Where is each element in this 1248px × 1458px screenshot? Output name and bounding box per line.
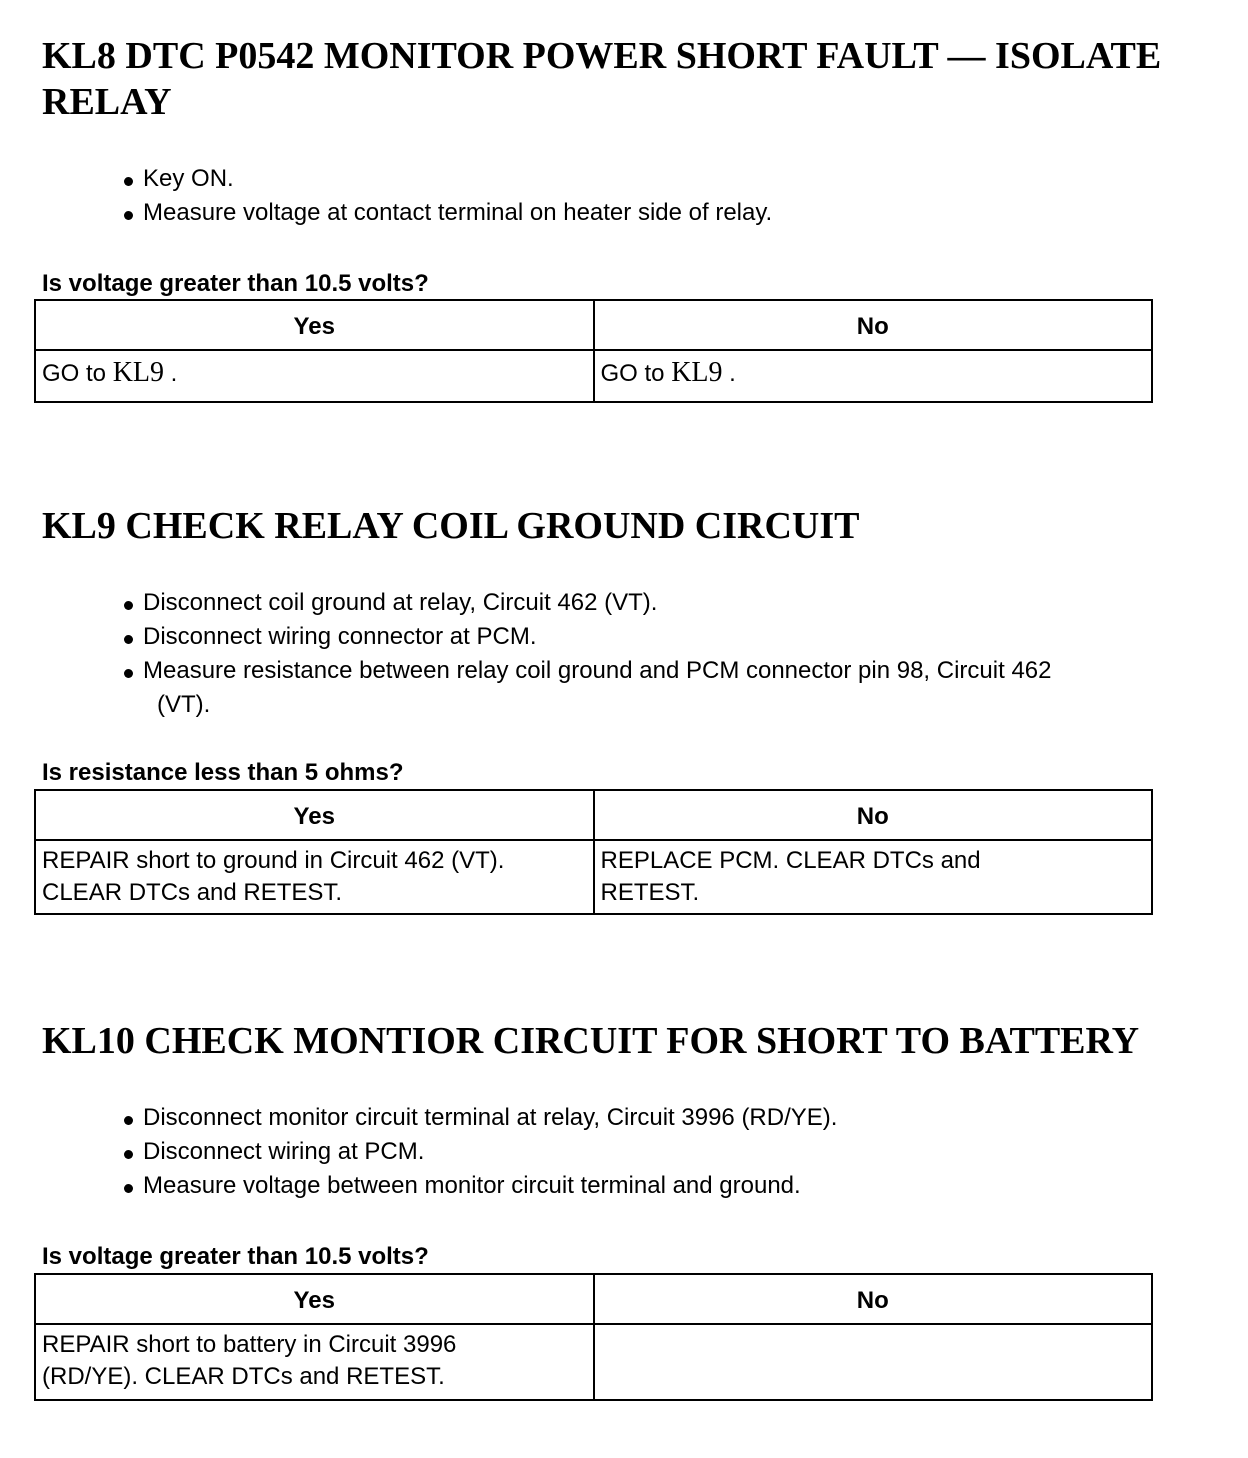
header-yes: Yes (35, 1274, 594, 1324)
table-row (35, 840, 1152, 914)
step-text: Disconnect wiring at PCM. (143, 1138, 425, 1165)
decision-table (34, 1273, 1153, 1401)
step-item (124, 196, 1214, 230)
cell-no (594, 350, 1153, 402)
step-text-continued: (VT). (157, 691, 211, 718)
section-title: KL10 CHECK MONTIOR CIRCUIT FOR SHORT TO BATTERY (42, 1020, 1140, 1062)
step-text: Disconnect monitor circuit terminal at relay, Circuit 3996 (RD/YE). (143, 1104, 838, 1131)
goto-kl9-link[interactable]: KL9 (112, 357, 165, 388)
header-no: No (594, 1274, 1153, 1324)
step-text: Disconnect wiring connector at PCM. (143, 623, 537, 650)
bullet-icon (124, 601, 133, 610)
table-row (35, 1324, 1152, 1400)
cell-yes (35, 350, 594, 402)
bullet-icon (124, 177, 133, 186)
step-text: Measure resistance between relay coil ground and PCM connector pin 98, Circuit 462 (143, 657, 1052, 684)
step-text: Key ON. (143, 165, 234, 192)
bullet-icon (124, 635, 133, 644)
cell-line: REPLACE PCM. CLEAR DTCs and (600, 847, 981, 874)
question-label: Is voltage greater than 10.5 volts? (42, 1243, 429, 1270)
question-label: Is voltage greater than 10.5 volts? (42, 270, 429, 297)
cell-line: RETEST. (600, 879, 700, 906)
cell-line: CLEAR DTCs and RETEST. (42, 879, 343, 906)
step-item (124, 620, 1214, 654)
step-item (124, 586, 1214, 620)
goto-kl9-link[interactable]: KL9 (671, 357, 723, 388)
step-item (124, 1169, 1214, 1203)
bullet-icon (124, 1150, 133, 1159)
cell-text: GO to (600, 360, 672, 387)
header-no: No (594, 790, 1153, 840)
step-item (124, 1135, 1214, 1169)
cell-text: . (722, 360, 736, 387)
decision-table (34, 789, 1153, 915)
cell-text: GO to (42, 360, 113, 387)
step-item (124, 654, 1214, 722)
step-item (124, 162, 1214, 196)
step-list (124, 586, 1214, 722)
bullet-icon (124, 669, 133, 678)
section-title: KL9 CHECK RELAY COIL GROUND CIRCUIT (42, 505, 860, 547)
header-no: No (594, 300, 1153, 350)
cell-no (594, 1324, 1153, 1400)
cell-line: (RD/YE). CLEAR DTCs and RETEST. (42, 1363, 445, 1390)
bullet-icon (124, 1116, 133, 1125)
bullet-icon (124, 211, 133, 220)
cell-yes (35, 1324, 594, 1400)
step-list (124, 1101, 1214, 1203)
step-text: Measure voltage at contact terminal on heater side of relay. (143, 199, 773, 226)
table-header-row (35, 790, 1152, 840)
header-yes: Yes (35, 790, 594, 840)
step-list (124, 162, 1214, 230)
step-text: Disconnect coil ground at relay, Circuit 462 (VT). (143, 589, 658, 616)
cell-line: REPAIR short to battery in Circuit 3996 (42, 1331, 457, 1358)
step-text: Measure voltage between monitor circuit terminal and ground. (143, 1172, 801, 1199)
table-row (35, 350, 1152, 402)
step-item (124, 1101, 1214, 1135)
decision-table (34, 299, 1153, 403)
table-header-row (35, 1274, 1152, 1324)
bullet-icon (124, 1184, 133, 1193)
section-title: KL8 DTC P0542 MONITOR POWER SHORT FAULT — ISOLATE RELAY (42, 35, 1162, 123)
cell-text: . (164, 360, 178, 387)
cell-line: REPAIR short to ground in Circuit 462 (VT). (42, 847, 505, 874)
question-label: Is resistance less than 5 ohms? (42, 759, 404, 786)
table-header-row (35, 300, 1152, 350)
cell-no (594, 840, 1153, 914)
cell-yes (35, 840, 594, 914)
header-yes: Yes (35, 300, 594, 350)
